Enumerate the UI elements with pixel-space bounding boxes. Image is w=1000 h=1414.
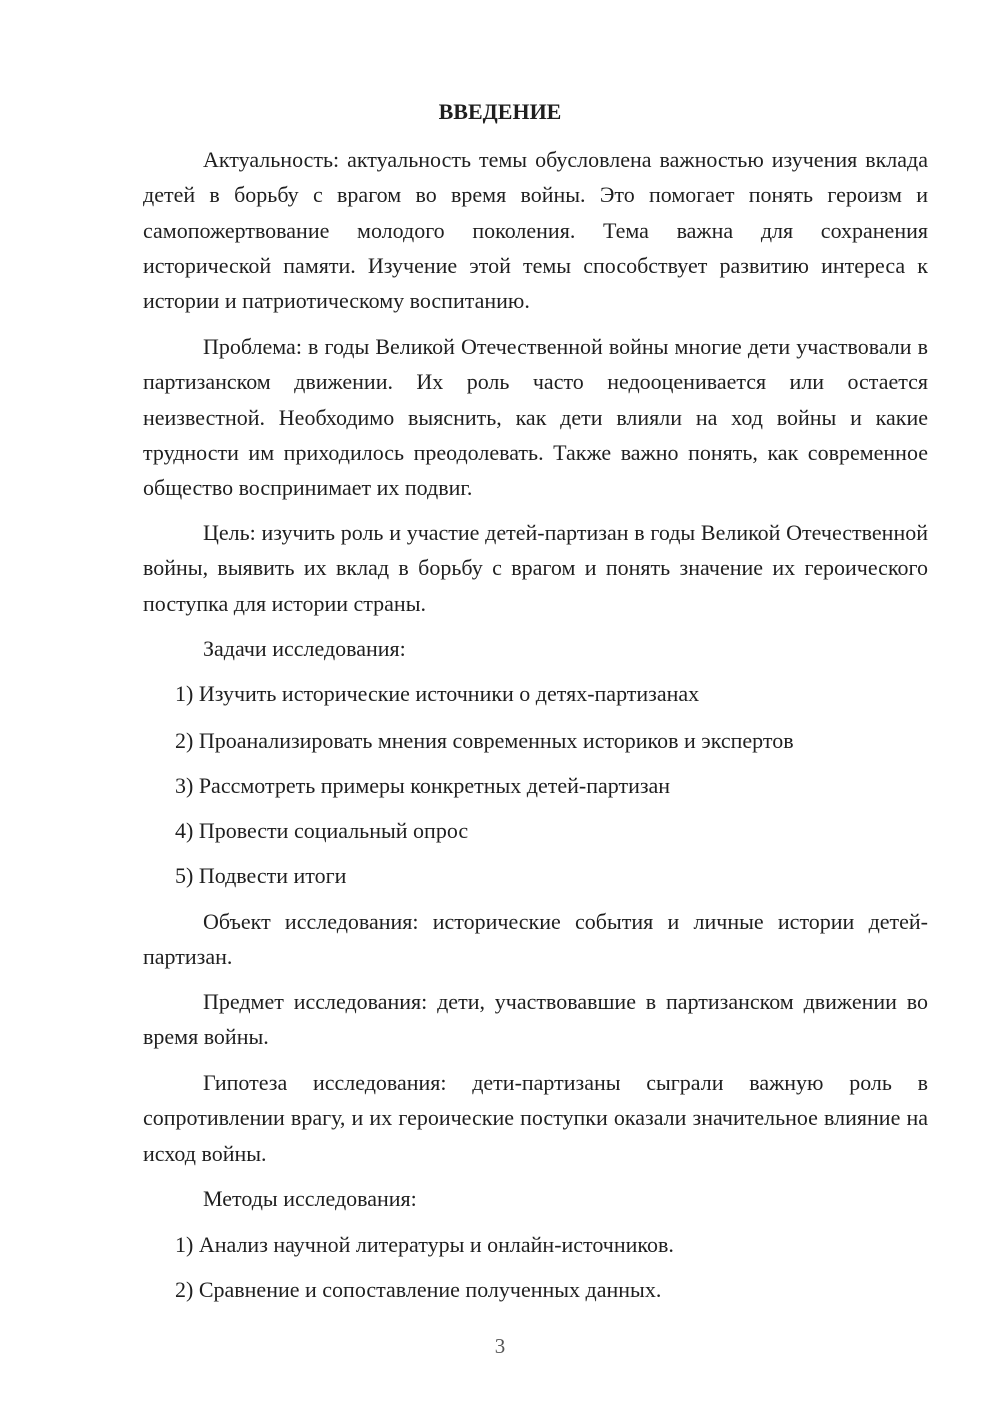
methods-heading: Методы исследования:: [203, 1186, 417, 1211]
section-title: ВВЕДЕНИЕ: [438, 99, 562, 124]
relevance-paragraph: Актуальность: актуальность темы обусловлена важностью изучения вклада детей в борьбу с врагом во время войны. Это помогает понять героизм и самопожертвование молодого поколения. Тема важна для сохранения исторической памяти. Изучение этой темы способствует развитию интереса к истории и патриотическому воспитанию.: [143, 147, 928, 314]
problem-paragraph: Проблема: в годы Великой Отечественной войны многие дети участвовали в партизанском движении. Их роль часто недооценивается или остается неизвестной. Необходимо выяснить, как дети влияли на ход войны и какие трудности им приходилось преодолевать. Также важно понять, как современное общество воспринимает их подвиг.: [143, 334, 928, 501]
tasks-heading: Задачи исследования:: [203, 636, 406, 661]
task-item: 2) Проанализировать мнения современных историков и экспертов: [175, 728, 794, 753]
method-item: 1) Анализ научной литературы и онлайн-источников.: [175, 1232, 674, 1257]
method-item: 2) Сравнение и сопоставление полученных данных.: [175, 1277, 662, 1302]
page-number: 3: [494, 1334, 506, 1358]
object-paragraph: Объект исследования: исторические события и личные истории детей-партизан.: [143, 909, 928, 970]
goal-paragraph: Цель: изучить роль и участие детей-партизан в годы Великой Отечественной войны, выявить их вклад в борьбу с врагом и понять значение их героического поступка для истории страны.: [143, 520, 928, 616]
hypothesis-paragraph: Гипотеза исследования: дети-партизаны сыграли важную роль в сопротивлении врагу, и их героические поступки оказали значительное влияние на исход войны.: [143, 1070, 928, 1166]
task-item: 5) Подвести итоги: [175, 863, 347, 888]
task-item: 4) Провести социальный опрос: [175, 818, 469, 843]
subject-paragraph: Предмет исследования: дети, участвовавшие в партизанском движении во время войны.: [143, 989, 928, 1050]
task-item: 1) Изучить исторические источники о детях-партизанах: [175, 681, 700, 706]
task-item: 3) Рассмотреть примеры конкретных детей-партизан: [175, 773, 671, 798]
